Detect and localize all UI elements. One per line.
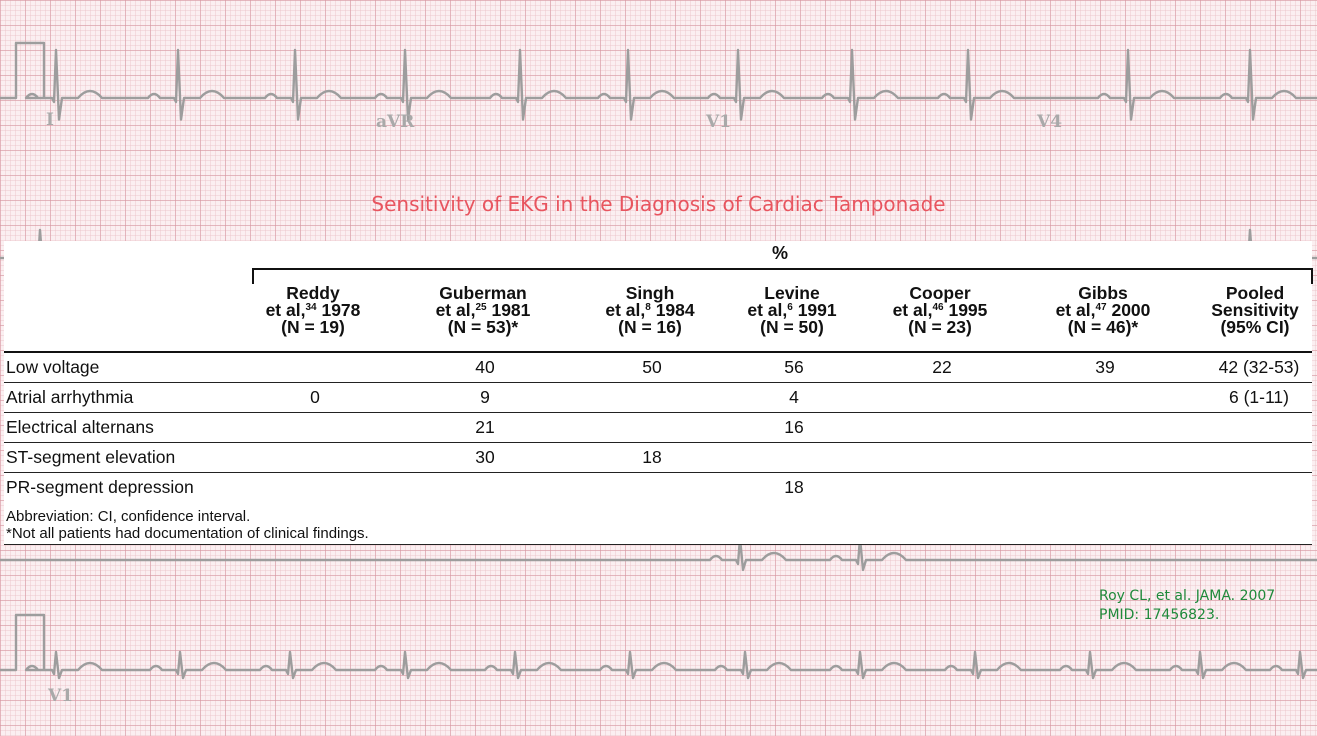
lead-label-avr: aVR	[376, 112, 415, 132]
column-prefix: et al,	[892, 300, 933, 320]
column-prefix: et al,	[605, 300, 646, 320]
table-cell: 21	[374, 413, 596, 443]
table-cell	[1004, 413, 1206, 443]
pooled-line-1: Pooled	[1225, 283, 1285, 303]
column-header-reddy	[233, 285, 393, 336]
page-title: Sensitivity of EKG in the Diagnosis of Cardiac Tamponade	[371, 192, 946, 216]
column-author: Levine	[764, 283, 820, 303]
table-cell	[256, 443, 374, 473]
citation-line-2: PMID: 17456823.	[1099, 607, 1220, 623]
sensitivity-table	[4, 351, 1312, 502]
lead-label-v4: V4	[1037, 112, 1063, 132]
column-header-pooled	[1195, 285, 1315, 336]
column-author: Singh	[625, 283, 675, 303]
column-reference: 46	[932, 302, 944, 313]
column-sample-size: (N = 16)	[618, 317, 682, 337]
table-cell: 18	[708, 473, 880, 503]
row-label: Low voltage	[4, 352, 256, 383]
column-author: Reddy	[286, 283, 340, 303]
column-year: 2000	[1111, 300, 1151, 320]
citation-line-1: Roy CL, et al. JAMA. 2007	[1099, 588, 1276, 604]
table-cell: 56	[708, 352, 880, 383]
table-row	[4, 383, 1312, 413]
lead-label-v1: V1	[706, 112, 732, 132]
column-prefix: et al,	[747, 300, 788, 320]
row-label: Atrial arrhythmia	[4, 383, 256, 413]
column-year: 1981	[491, 300, 531, 320]
column-reference: 6	[787, 302, 793, 313]
ekg-line	[0, 43, 1317, 120]
table-cell: 39	[1004, 352, 1206, 383]
lead-label-i: I	[46, 110, 54, 130]
column-reference: 34	[305, 302, 317, 313]
column-header-cooper	[860, 285, 1020, 336]
table-cell	[1004, 443, 1206, 473]
percent-group-label: %	[772, 243, 789, 263]
table-row	[4, 413, 1312, 443]
column-sample-size: (N = 53)*	[447, 317, 519, 337]
column-sample-size: (N = 23)	[908, 317, 972, 337]
table-cell	[374, 473, 596, 503]
table-cell	[880, 473, 1004, 503]
citation	[1099, 587, 1275, 625]
column-reference: 8	[645, 302, 651, 313]
table-cell	[880, 413, 1004, 443]
column-prefix: et al,	[1055, 300, 1096, 320]
table-cell: 6 (1-11)	[1206, 383, 1312, 413]
table-cell: 18	[596, 443, 708, 473]
row-label: PR-segment depression	[4, 473, 256, 503]
table-footnotes	[6, 508, 369, 542]
table-cell: 50	[596, 352, 708, 383]
column-author: Gibbs	[1078, 283, 1128, 303]
column-reference: 47	[1095, 302, 1107, 313]
table-cell	[256, 352, 374, 383]
table-cell: 9	[374, 383, 596, 413]
column-header-singh	[570, 285, 730, 336]
footnote-asterisk: *Not all patients had documentation of clinical findings.	[6, 525, 369, 542]
ekg-trace-top	[0, 0, 1317, 140]
table-row	[4, 473, 1312, 503]
column-year: 1995	[948, 300, 988, 320]
table-row	[4, 352, 1312, 383]
row-label: ST-segment elevation	[4, 443, 256, 473]
column-reference: 25	[475, 302, 487, 313]
lead-label-bottom-v1: V1	[48, 686, 74, 706]
pooled-line-3: (95% CI)	[1220, 317, 1290, 337]
row-label: Electrical alternans	[4, 413, 256, 443]
table-cell: 0	[256, 383, 374, 413]
table-cell	[256, 473, 374, 503]
table-cell	[256, 413, 374, 443]
column-group-bracket	[252, 268, 1313, 284]
table-row	[4, 443, 1312, 473]
table-cell: 4	[708, 383, 880, 413]
table-cell	[596, 383, 708, 413]
column-header-guberman	[403, 285, 563, 336]
table-cell	[708, 443, 880, 473]
column-year: 1991	[797, 300, 837, 320]
table-cell: 22	[880, 352, 1004, 383]
column-header-levine	[712, 285, 872, 336]
column-year: 1984	[655, 300, 695, 320]
table-cell	[1206, 443, 1312, 473]
table-cell	[1004, 473, 1206, 503]
table-cell: 16	[708, 413, 880, 443]
column-prefix: et al,	[435, 300, 476, 320]
table-cell	[880, 443, 1004, 473]
table-cell	[1206, 473, 1312, 503]
column-sample-size: (N = 50)	[760, 317, 824, 337]
table-cell: 30	[374, 443, 596, 473]
table-cell	[1206, 413, 1312, 443]
ekg-trace-bottom	[0, 610, 1317, 720]
table-cell	[880, 383, 1004, 413]
table-cell	[1004, 383, 1206, 413]
column-sample-size: (N = 19)	[281, 317, 345, 337]
table-cell	[596, 413, 708, 443]
column-year: 1978	[321, 300, 361, 320]
column-author: Guberman	[439, 283, 527, 303]
table-cell: 42 (32-53)	[1206, 352, 1312, 383]
ekg-trace-lower	[0, 540, 1317, 580]
column-author: Cooper	[909, 283, 971, 303]
column-header-gibbs	[1023, 285, 1183, 336]
table-cell: 40	[374, 352, 596, 383]
column-prefix: et al,	[265, 300, 306, 320]
footnote-abbreviation: Abbreviation: CI, confidence interval.	[6, 508, 251, 525]
pooled-line-2: Sensitivity	[1211, 300, 1299, 320]
table-cell	[596, 473, 708, 503]
column-sample-size: (N = 46)*	[1067, 317, 1139, 337]
